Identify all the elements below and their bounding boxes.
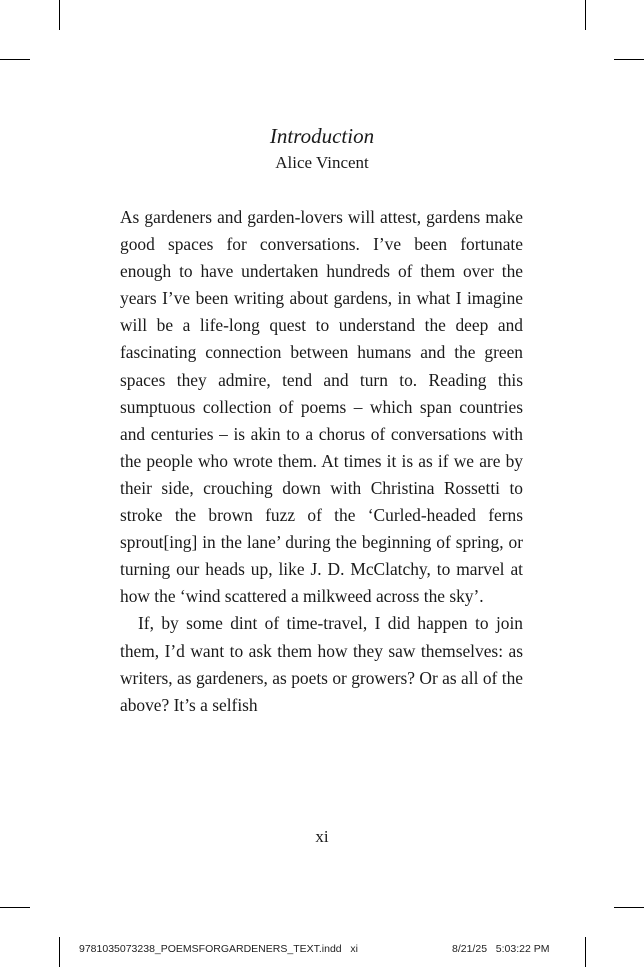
crop-mark <box>585 0 586 30</box>
crop-mark <box>585 937 586 967</box>
crop-mark <box>59 937 60 967</box>
chapter-author: Alice Vincent <box>275 153 369 172</box>
paragraph: As gardeners and garden-lovers will attest, gardens make good spaces for conversations. I’ve been fortunate enough to have undertaken hundreds of them over the years I’ve been writing about gardens, in what I imagine will be a life-long quest to understand the deep and fascinating connection between humans and the green spaces they admire, tend and turn to. Reading this sumptuous collection of poems – which span countries and centuries – is akin to a chorus of conversations with the people who wrote them. At times it is as if we are by their side, crouching down with Christina Rossetti to stroke the brown fuzz of the ‘Curled-headed ferns sprout[ing] in the lane’ during the beginning of spring, or turning our heads up, like J. D. McClatchy, to marvel at how the ‘wind scattered a milkweed across the sky’. <box>120 207 523 607</box>
crop-mark <box>614 907 644 908</box>
page-number: xi <box>315 827 329 846</box>
crop-mark <box>59 0 60 30</box>
body-text <box>120 204 523 719</box>
crop-mark <box>0 907 30 908</box>
paragraph: If, by some dint of time-travel, I did happen to join them, I’d want to ask them how they saw themselves: as writers, as gardeners, as poets or growers? Or as all of the above? It’s a selfish <box>120 613 523 715</box>
slug-file-info: 9781035073238_POEMSFORGARDENERS_TEXT.indd xi <box>79 943 358 955</box>
crop-mark <box>0 59 30 60</box>
crop-mark <box>614 59 644 60</box>
slug-timestamp: 8/21/25 5:03:22 PM <box>452 943 550 955</box>
chapter-title: Introduction <box>269 124 375 148</box>
